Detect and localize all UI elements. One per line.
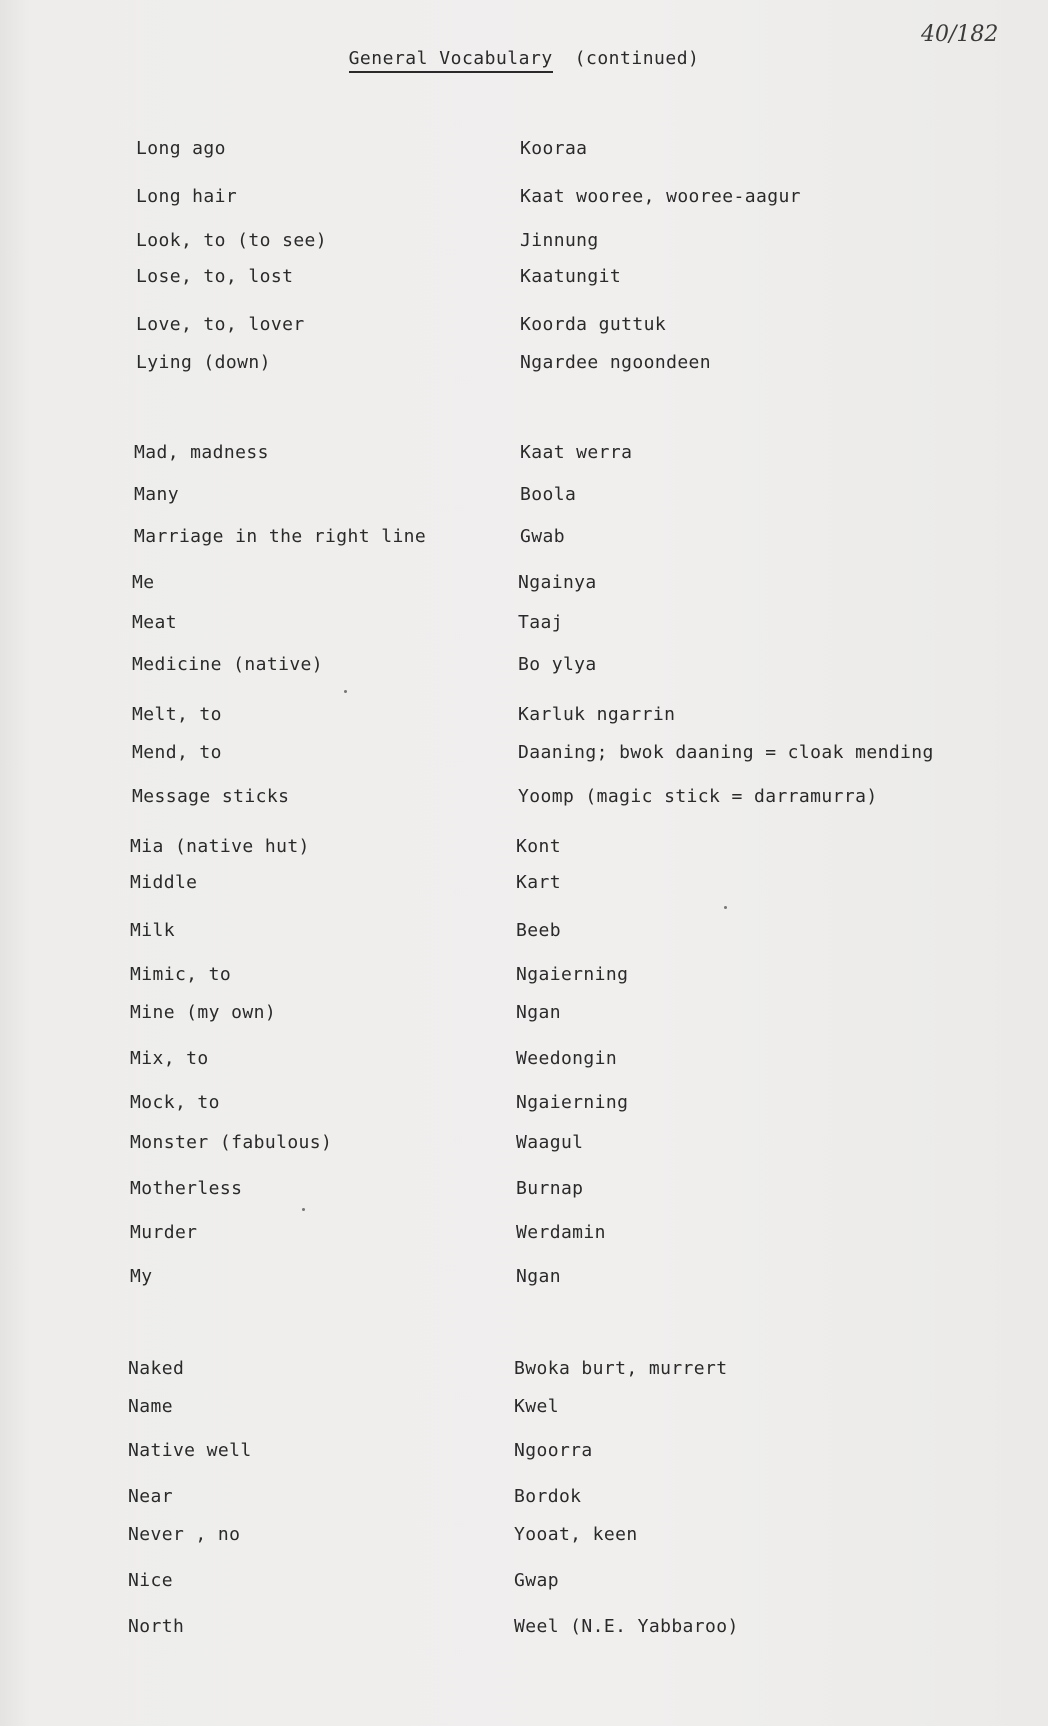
vocab-gloss: Taaj [518, 612, 563, 633]
vocab-gloss: Ngan [516, 1002, 561, 1023]
vocab-term: Message sticks [132, 786, 290, 807]
vocab-term: Long hair [136, 186, 238, 207]
vocab-gloss: Yoomp (magic stick = darramurra) [518, 786, 878, 807]
ink-speck [344, 690, 347, 693]
vocab-term: Me [132, 572, 155, 593]
vocab-gloss: Bwoka burt, murrert [514, 1358, 728, 1379]
vocab-gloss: Daaning; bwok daaning = cloak mending [518, 742, 934, 763]
vocab-gloss: Weel (N.E. Yabbaroo) [514, 1616, 739, 1637]
vocab-term: Naked [128, 1358, 185, 1379]
vocab-term: Mine (my own) [130, 1002, 277, 1023]
vocab-gloss: Waagul [516, 1132, 584, 1153]
vocab-gloss: Ngoorra [514, 1440, 593, 1461]
vocab-gloss: Ngaierning [516, 964, 629, 985]
vocab-term: Mock, to [130, 1092, 220, 1113]
vocab-gloss: Bordok [514, 1486, 582, 1507]
vocab-term: Murder [130, 1222, 198, 1243]
page-header [0, 48, 1048, 69]
ink-speck [302, 1208, 305, 1211]
vocab-term: Mia (native hut) [130, 836, 310, 857]
vocab-term: Middle [130, 872, 198, 893]
vocab-term: Long ago [136, 138, 226, 159]
vocab-gloss: Burnap [516, 1178, 584, 1199]
vocab-term: Medicine (native) [132, 654, 324, 675]
vocab-term: Milk [130, 920, 175, 941]
vocab-gloss: Ngardee ngoondeen [520, 352, 712, 373]
vocab-term: Look, to (to see) [136, 230, 328, 251]
page-subtitle: (continued) [574, 48, 700, 69]
vocab-term: Never , no [128, 1524, 241, 1545]
vocab-term: Nice [128, 1570, 173, 1591]
vocab-gloss: Kooraa [520, 138, 588, 159]
vocab-term: Monster (fabulous) [130, 1132, 333, 1153]
vocab-term: My [130, 1266, 153, 1287]
vocab-term: Motherless [130, 1178, 243, 1199]
ink-speck [724, 906, 727, 909]
vocab-term: Many [134, 484, 179, 505]
vocab-gloss: Boola [520, 484, 577, 505]
vocab-gloss: Kaatungit [520, 266, 622, 287]
vocab-term: Mend, to [132, 742, 222, 763]
vocab-term: Mad, madness [134, 442, 269, 463]
vocab-gloss: Bo ylya [518, 654, 597, 675]
vocab-term: Meat [132, 612, 177, 633]
vocab-gloss: Gwab [520, 526, 565, 547]
vocab-term: Lying (down) [136, 352, 271, 373]
page-title: General Vocabulary [349, 48, 553, 73]
vocab-gloss: Karluk ngarrin [518, 704, 676, 725]
vocab-term: Melt, to [132, 704, 222, 725]
vocab-gloss: Kont [516, 836, 561, 857]
vocab-term: Name [128, 1396, 173, 1417]
vocab-term: North [128, 1616, 185, 1637]
vocab-gloss: Kart [516, 872, 561, 893]
vocab-term: Mix, to [130, 1048, 209, 1069]
vocab-term: Lose, to, lost [136, 266, 294, 287]
vocab-gloss: Kwel [514, 1396, 559, 1417]
vocab-gloss: Koorda guttuk [520, 314, 667, 335]
vocab-gloss: Ngan [516, 1266, 561, 1287]
vocab-gloss: Jinnung [520, 230, 599, 251]
vocab-gloss: Beeb [516, 920, 561, 941]
vocab-term: Native well [128, 1440, 252, 1461]
vocab-gloss: Kaat wooree, wooree-aagur [520, 186, 801, 207]
vocab-gloss: Weedongin [516, 1048, 618, 1069]
vocab-term: Mimic, to [130, 964, 232, 985]
vocab-gloss: Kaat werra [520, 442, 633, 463]
vocab-gloss: Yooat, keen [514, 1524, 638, 1545]
vocab-gloss: Gwap [514, 1570, 559, 1591]
vocab-term: Near [128, 1486, 173, 1507]
vocab-term: Marriage in the right line [134, 526, 427, 547]
vocab-gloss: Werdamin [516, 1222, 606, 1243]
vocab-gloss: Ngainya [518, 572, 597, 593]
page-number: 40/182 [921, 22, 999, 47]
vocab-term: Love, to, lover [136, 314, 305, 335]
vocab-gloss: Ngaierning [516, 1092, 629, 1113]
